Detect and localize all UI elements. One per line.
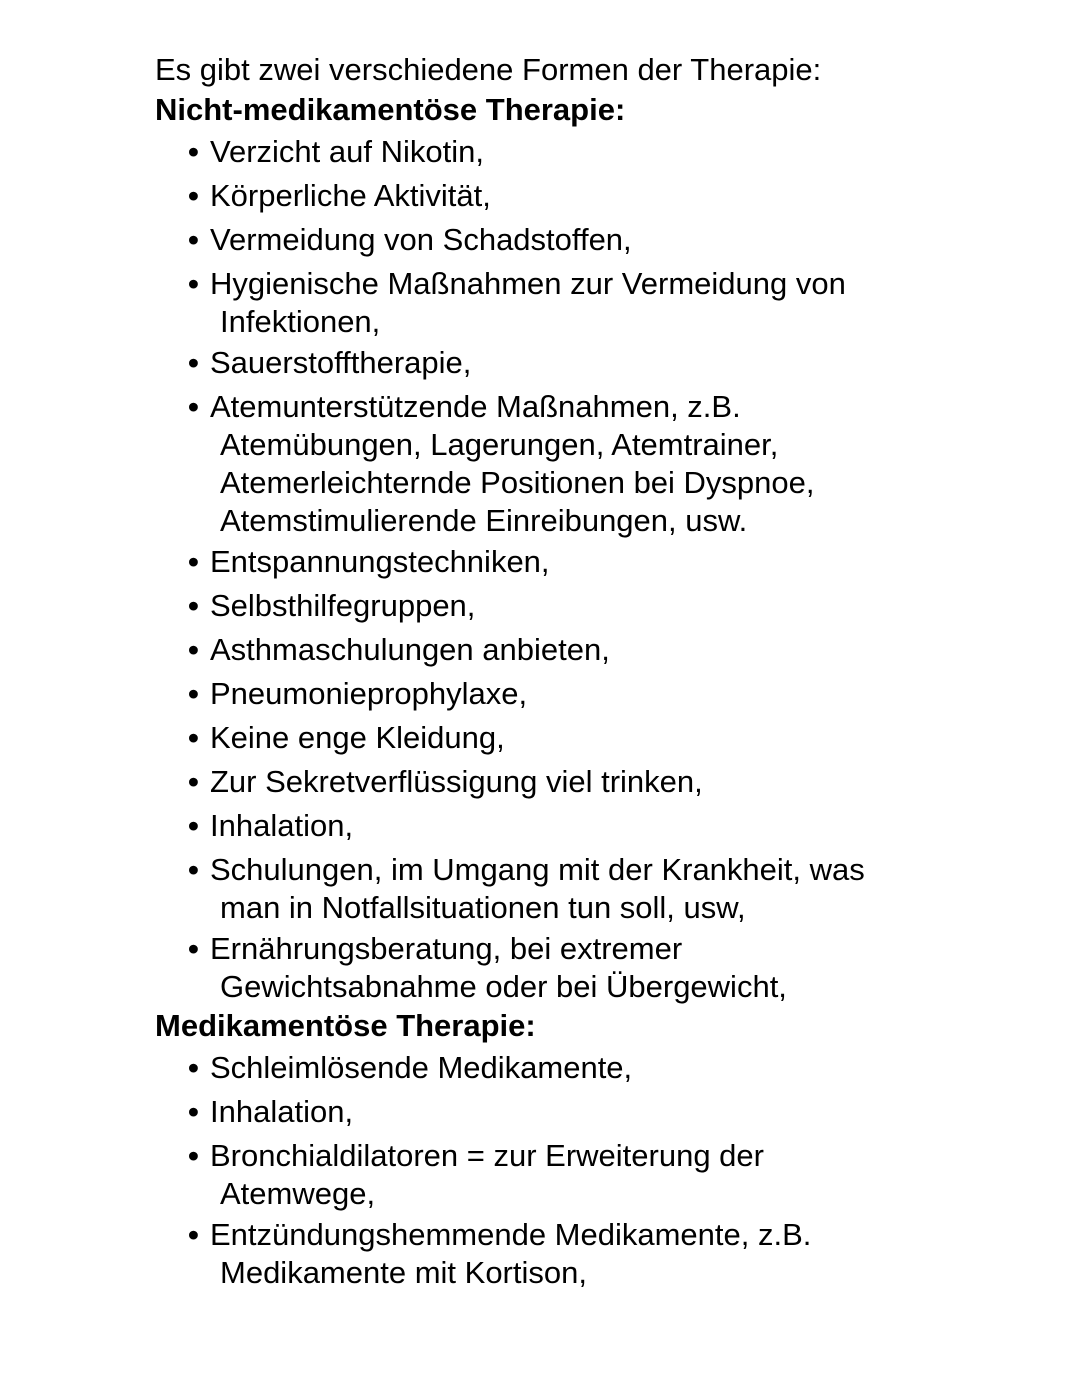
bullet-icon: • (188, 134, 199, 169)
list-item (155, 1046, 1055, 1090)
list-item (155, 848, 1055, 927)
list-item-text: Vermeidung von Schadstoffen, (210, 222, 632, 257)
document-page (155, 50, 1055, 1292)
bullet-list (155, 130, 1055, 1006)
list-item (155, 130, 1055, 174)
bullet-icon: • (188, 544, 199, 579)
bullet-icon: • (188, 178, 199, 213)
list-item (155, 672, 1055, 716)
bullet-icon: • (188, 1138, 199, 1173)
list-item-text: Ernährungsberatung, bei extremer (210, 931, 683, 966)
bullet-icon: • (188, 1217, 199, 1252)
list-item (155, 1213, 1055, 1292)
bullet-icon: • (188, 852, 199, 887)
list-item (155, 218, 1055, 262)
list-item-text: Pneumonieprophylaxe, (210, 676, 528, 711)
list-item-text: Körperliche Aktivität, (210, 178, 491, 213)
bullet-icon: • (188, 389, 199, 424)
bullet-list (155, 1046, 1055, 1292)
bullet-icon: • (188, 1050, 199, 1085)
list-item (155, 174, 1055, 218)
list-item-text: Entzündungshemmende Medikamente, z.B. (210, 1217, 812, 1252)
list-item-text: Sauerstofftherapie, (210, 345, 472, 380)
list-item-text: Asthmaschulungen anbieten, (210, 632, 610, 667)
list-item (155, 628, 1055, 672)
list-item-continuation: Medikamente mit Kortison, (220, 1255, 587, 1290)
bullet-icon: • (188, 588, 199, 623)
list-item (155, 927, 1055, 1006)
list-item (155, 385, 1055, 540)
list-item (155, 716, 1055, 760)
list-item-text: Inhalation, (210, 808, 354, 843)
bullet-icon: • (188, 676, 199, 711)
bullet-icon: • (188, 632, 199, 667)
list-item-text: Schulungen, im Umgang mit der Krankheit, was (210, 852, 865, 887)
list-item-continuation: Atemübungen, Lagerungen, Atemtrainer, (220, 427, 779, 462)
list-item (155, 1134, 1055, 1213)
bullet-icon: • (188, 266, 199, 301)
list-item-text: Inhalation, (210, 1094, 354, 1129)
list-item-continuation: Atemerleichternde Positionen bei Dyspnoe, (220, 465, 815, 500)
list-item (155, 804, 1055, 848)
list-item (155, 1090, 1055, 1134)
bullet-icon: • (188, 764, 199, 799)
bullet-icon: • (188, 1094, 199, 1129)
bullet-icon: • (188, 345, 199, 380)
list-item-continuation: man in Notfallsituationen tun soll, usw, (220, 890, 746, 925)
therapy-sections (155, 90, 1055, 1292)
list-item (155, 760, 1055, 804)
list-item (155, 341, 1055, 385)
list-item-text: Zur Sekretverflüssigung viel trinken, (210, 764, 703, 799)
list-item-text: Atemunterstützende Maßnahmen, z.B. (210, 389, 741, 424)
list-item-text: Schleimlösende Medikamente, (210, 1050, 633, 1085)
bullet-icon: • (188, 720, 199, 755)
list-item-continuation: Infektionen, (220, 304, 381, 339)
list-item-continuation: Atemstimulierende Einreibungen, usw. (220, 503, 748, 538)
list-item (155, 540, 1055, 584)
list-item-text: Keine enge Kleidung, (210, 720, 505, 755)
list-item-text: Entspannungstechniken, (210, 544, 550, 579)
therapy-section (155, 1006, 1055, 1292)
section-heading: Nicht-medikamentöse Therapie: (155, 92, 626, 127)
bullet-icon: • (188, 222, 199, 257)
list-item-continuation: Gewichtsabnahme oder bei Übergewicht, (220, 969, 787, 1004)
list-item (155, 262, 1055, 341)
list-item-text: Hygienische Maßnahmen zur Vermeidung von (210, 266, 846, 301)
therapy-section (155, 90, 1055, 1006)
list-item-text: Bronchialdilatoren = zur Erweiterung der (210, 1138, 764, 1173)
bullet-icon: • (188, 808, 199, 843)
bullet-icon: • (188, 931, 199, 966)
list-item (155, 584, 1055, 628)
list-item-continuation: Atemwege, (220, 1176, 376, 1211)
intro-text: Es gibt zwei verschiedene Formen der Therapie: (155, 52, 822, 87)
list-item-text: Selbsthilfegruppen, (210, 588, 476, 623)
list-item-text: Verzicht auf Nikotin, (210, 134, 484, 169)
section-heading: Medikamentöse Therapie: (155, 1008, 536, 1043)
